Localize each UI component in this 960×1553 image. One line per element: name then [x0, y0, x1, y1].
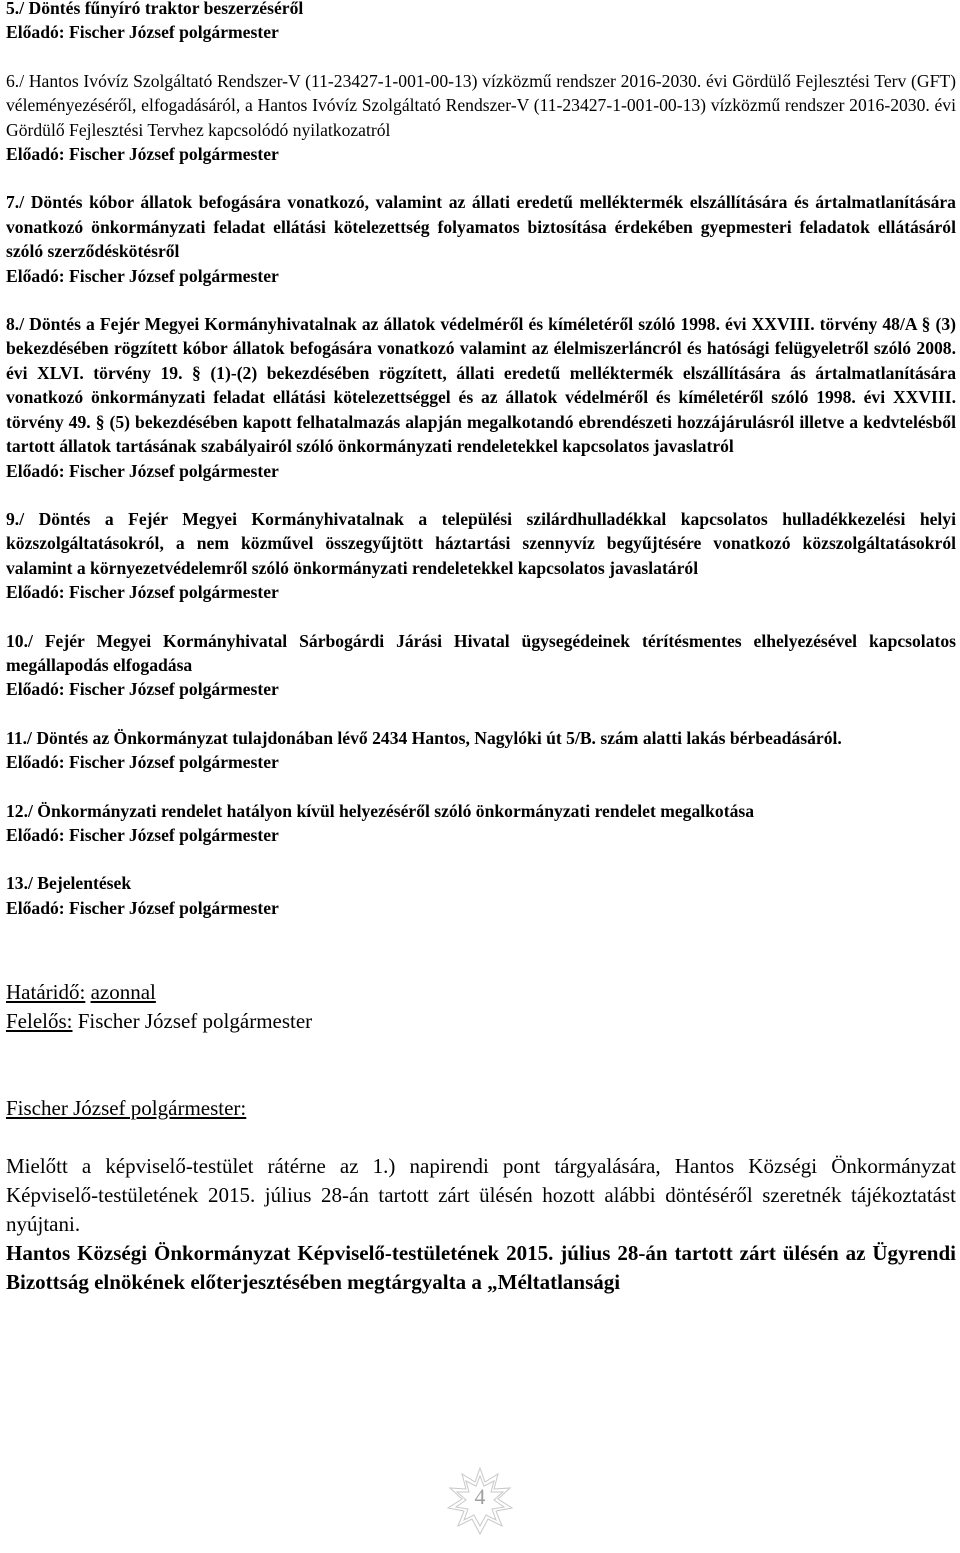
- agenda-item-9: [6, 507, 956, 605]
- agenda-item-number: 5./: [6, 0, 25, 18]
- agenda-item-presenter: Előadó: Fischer József polgármester: [6, 824, 279, 845]
- deadline-label: Határidő:: [6, 980, 86, 1005]
- agenda-item-7: [6, 190, 956, 288]
- deadline-line: [6, 978, 956, 1007]
- agenda-item-number: 10./: [6, 630, 33, 651]
- responsible-line: [6, 1007, 956, 1036]
- responsible-value: Fischer József polgármester: [77, 1009, 313, 1034]
- agenda-item-number: 11./: [6, 727, 32, 748]
- agenda-item-number: 12./: [6, 800, 33, 821]
- agenda-item-13: [6, 871, 956, 920]
- agenda-item-number: 13./: [6, 873, 33, 894]
- agenda-item-title: Döntés fűnyíró traktor beszerzéséről: [28, 0, 304, 18]
- document-page: [6, 0, 956, 1297]
- agenda-item-number: 8./: [6, 314, 25, 335]
- agenda-item-12: [6, 799, 956, 848]
- agenda-item-title: Bejelentések: [37, 873, 132, 894]
- responsible-label: Felelős:: [6, 1009, 73, 1034]
- agenda-item-presenter: Előadó: Fischer József polgármester: [6, 582, 279, 603]
- agenda-item-10: [6, 629, 956, 702]
- agenda-item-title: Döntés a Fejér Megyei Kormányhivatalnak az állatok védelméről és kíméletéről szóló 1998. évi XXVIII. törvény 48/A § (3) bekezdésében rögzített kóbor állatok befogására vonatkozó valamint az élelmiszerláncról és hatósági felügyeletről szóló 2008. évi XLVI. törvény 19. § (1)-(2) bekezdésében rögzített, állati eredetű melléktermék elszállítására ás ártalmatlanítására vonatkozó önkormányzati feladat ellátási kötelezettséggel és az állatok védelméről és kíméletéről szóló 1998. évi XXVIII. törvény 49. § (5) bekezdésében kapott felhatalmazás alapján megalkotandó ebrendészeti hozzájárulásról illetve a kedvtelésből tartott állatok tartásának szabályairól szóló önkormányzati rendeletekkel kapcsolatos javaslatról: [6, 314, 956, 457]
- speaker-heading: [6, 1094, 956, 1123]
- agenda-item-title: Döntés a Fejér Megyei Kormányhivatalnak a települési szilárdhulladékkal kapcsolatos hulladékkezelési helyi közszolgáltatásokról, a nem közművel összegyűjtött háztartási szennyvíz begyűjtésére vonatkozó közszolgáltatásokról valamint a környezetvédelemről szóló önkormányzati rendeletekkel kapcsolatos javaslatáról: [6, 508, 956, 578]
- agenda-item-presenter: Előadó: Fischer József polgármester: [6, 144, 279, 165]
- agenda-item-title: Önkormányzati rendelet hatályon kívül helyezéséről szóló önkormányzati rendelet megalkotása: [37, 800, 755, 821]
- agenda-item-presenter: Előadó: Fischer József polgármester: [6, 752, 279, 773]
- agenda-item-number: 7./: [6, 192, 25, 213]
- agenda-item-6: [6, 69, 956, 167]
- deadline-value: azonnal: [90, 980, 156, 1005]
- speaker-name: Fischer József polgármester:: [6, 1096, 247, 1121]
- agenda-item-8: [6, 312, 956, 483]
- body-paragraph-2: Hantos Községi Önkormányzat Képviselő-testületének 2015. július 28-án tartott zárt ülésén az Ügyrendi Bizottság elnökének előterjesztésében megtárgyalta a „Méltatlansági: [6, 1241, 956, 1295]
- agenda-item-presenter: Előadó: Fischer József polgármester: [6, 265, 279, 286]
- page-number-badge: [440, 1462, 520, 1542]
- agenda-item-number: 9./: [6, 508, 25, 529]
- agenda-item-title: Fejér Megyei Kormányhivatal Sárbogárdi Járási Hivatal ügysegédeinek térítésmentes elhelyezésével kapcsolatos megállapodás elfogadása: [6, 630, 956, 675]
- agenda-item-presenter: Előadó: Fischer József polgármester: [6, 897, 279, 918]
- agenda-item-title: Hantos Ivóvíz Szolgáltató Rendszer-V (11-23427-1-001-00-13) vízközmű rendszer 2016-2030. évi Gördülő Fejlesztési Terv (GFT) véleményezéséről, elfogadásáról, a Hantos Ivóvíz Szolgáltató Rendszer-V (11-23427-1-001-00-13) vízközmű rendszer 2016-2030. évi Gördülő Fejlesztési Tervhez kapcsolódó nyilatkozatról: [6, 70, 956, 140]
- agenda-item-presenter: Előadó: Fischer József polgármester: [6, 22, 279, 43]
- agenda-item-presenter: Előadó: Fischer József polgármester: [6, 460, 279, 481]
- agenda-item-title: Döntés kóbor állatok befogására vonatkozó, valamint az állati eredetű melléktermék elszállítására és ártalmatlanítására vonatkozó önkormányzati feladat ellátási kötelezettség folyamatos biztosítása érdekében gyepmesteri feladatok ellátásáról szóló szerződéskötésről: [6, 192, 956, 262]
- page-number: 4: [474, 1484, 486, 1509]
- body-paragraph-1: Mielőtt a képviselő-testület rátérne az 1.) napirendi pont tárgyalására, Hantos Községi Önkormányzat Képviselő-testületének 2015. július 28-án tartott zárt ülésén hozott alábbi döntéséről szeretnék tájékoztatást nyújtani.: [6, 1154, 956, 1237]
- agenda-item-title: Döntés az Önkormányzat tulajdonában lévő 2434 Hantos, Nagylóki út 5/B. szám alatti lakás bérbeadásáról.: [36, 727, 842, 748]
- agenda-item-number: 6./: [6, 70, 25, 91]
- agenda-item-presenter: Előadó: Fischer József polgármester: [6, 679, 279, 700]
- agenda-item-11: [6, 726, 956, 775]
- agenda-item-5: [6, 0, 956, 45]
